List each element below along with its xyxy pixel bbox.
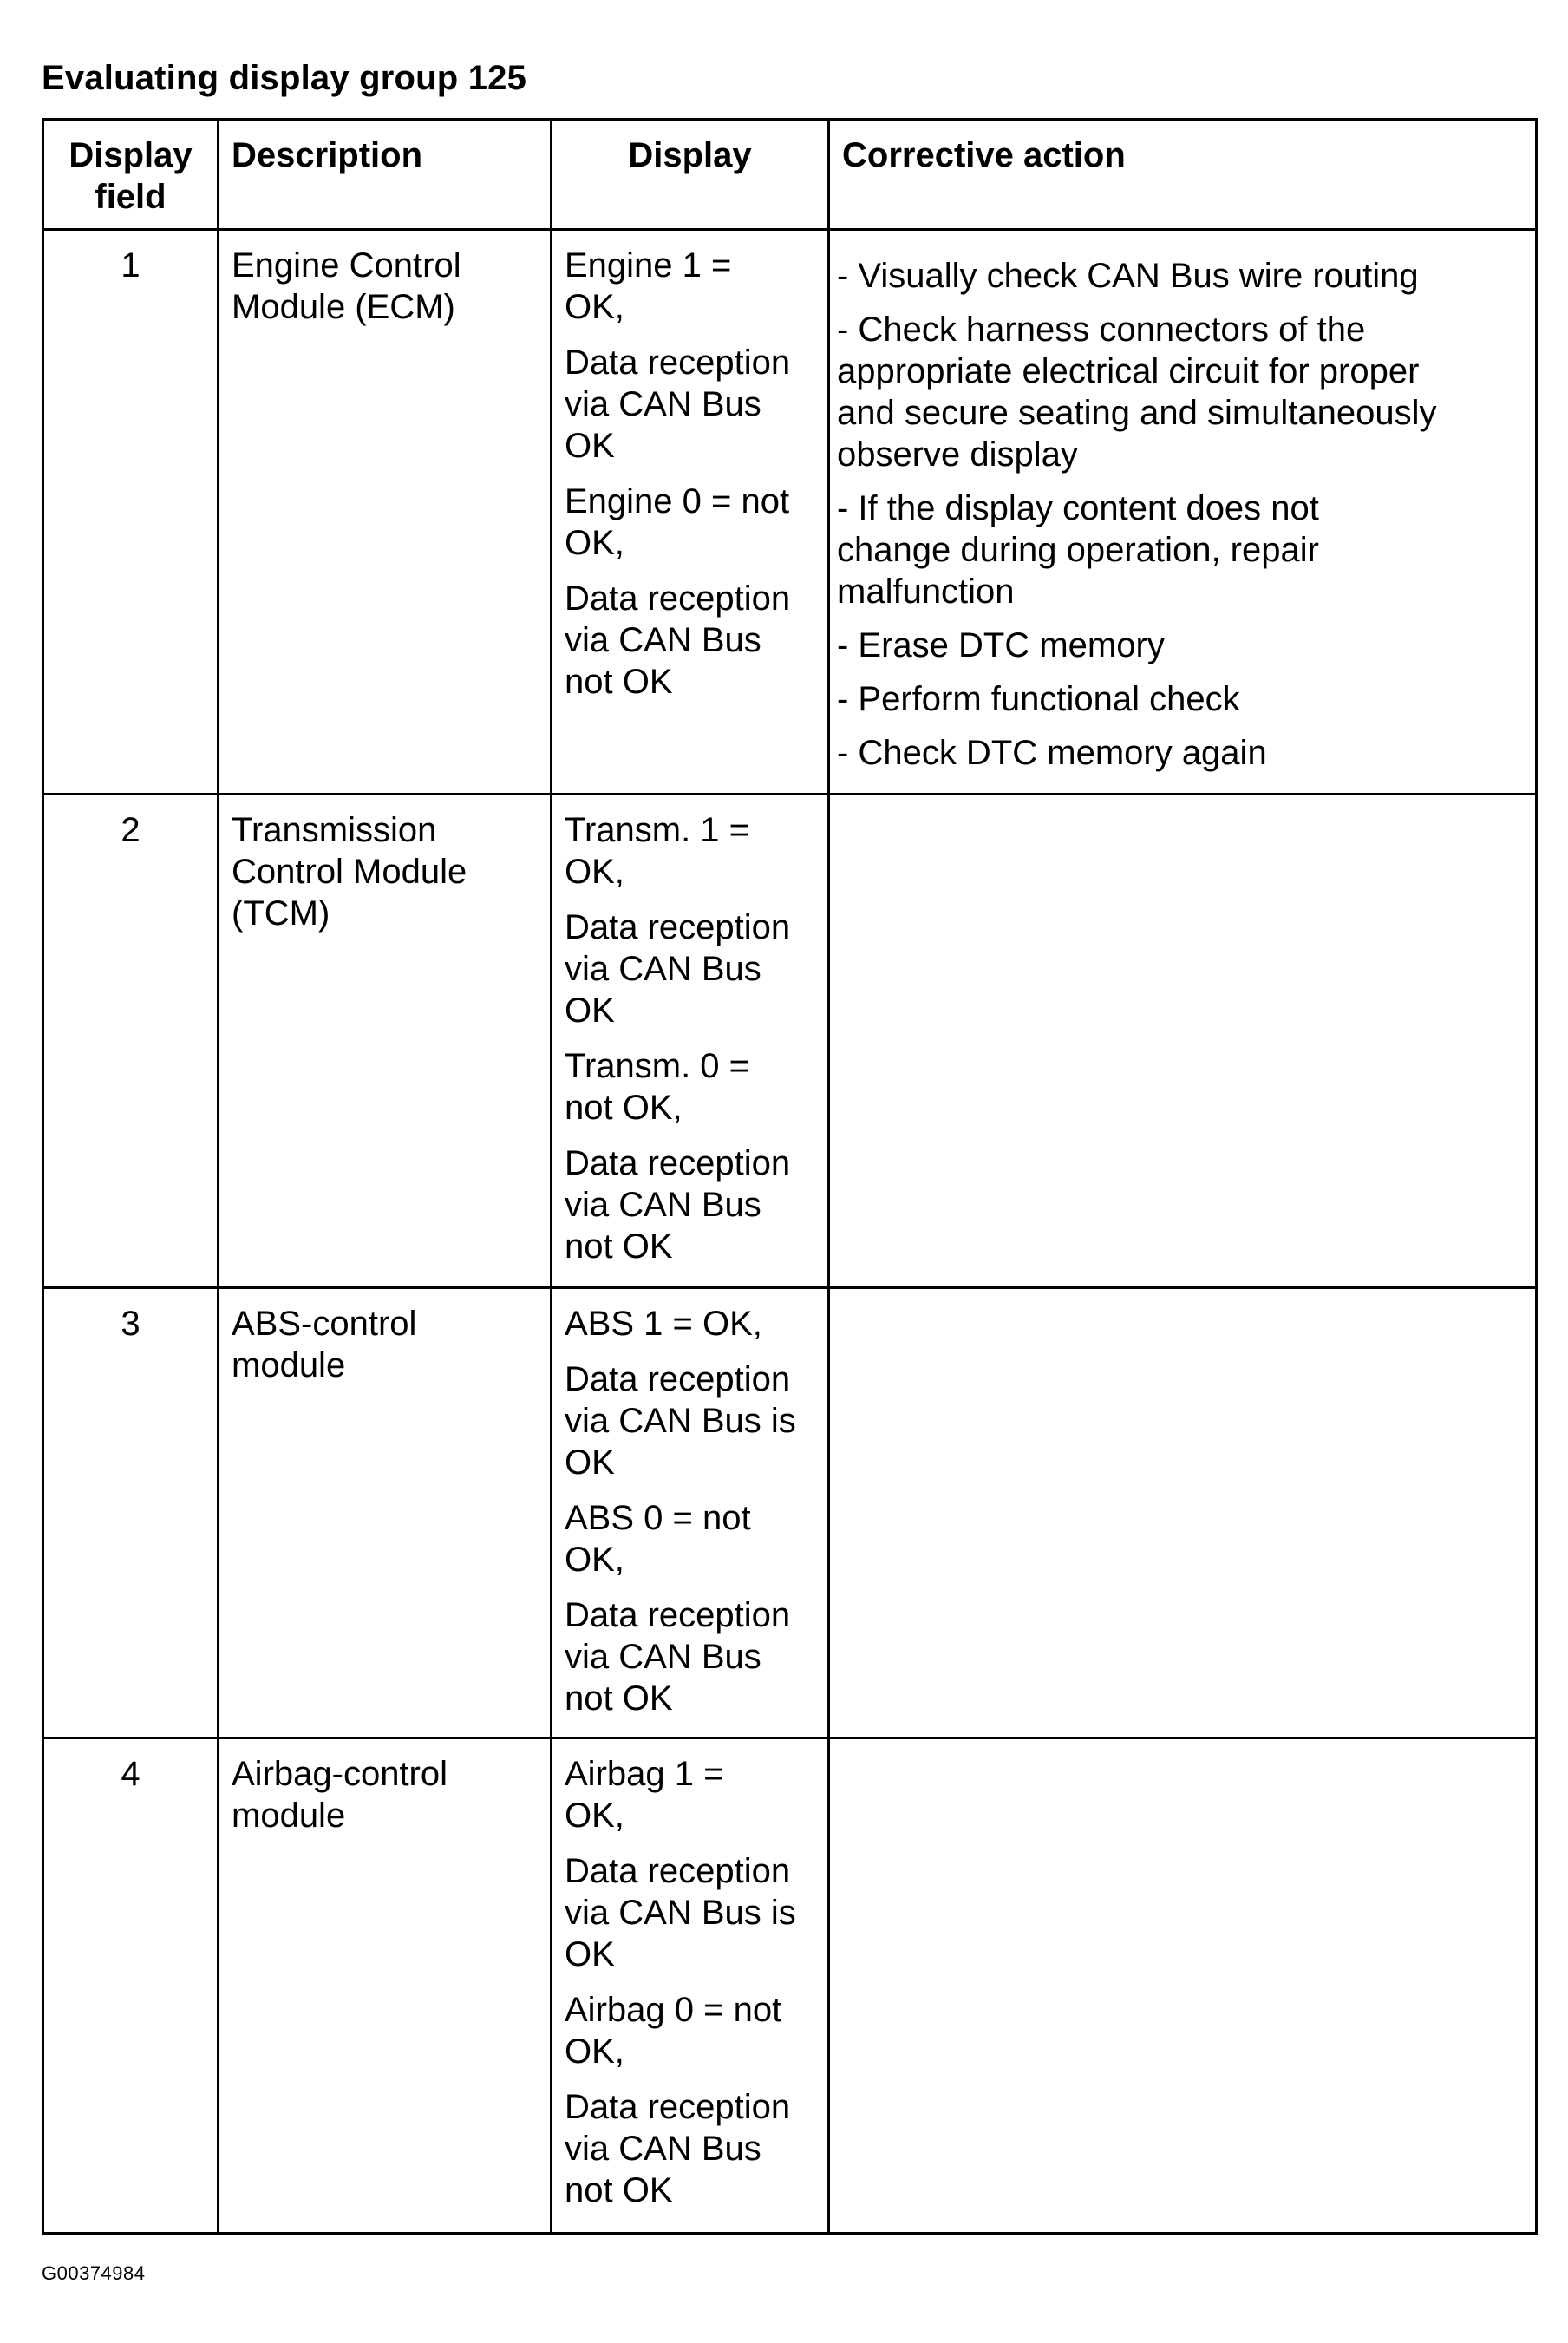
- display-field-cell: [43, 230, 219, 795]
- display-cell: [552, 795, 829, 1288]
- display-text: Engine 0 = not OK,: [565, 482, 790, 562]
- display-text: Data reception via CAN Bus OK: [565, 344, 791, 465]
- description-text: ABS-control module: [232, 1305, 417, 1384]
- display-text: Transm. 1 = OK,: [565, 811, 750, 891]
- description-cell: [219, 230, 552, 795]
- description-cell: [219, 795, 552, 1288]
- corrective-action-item: - Perform functional check: [837, 680, 1240, 718]
- display-group-table: [42, 118, 1538, 2235]
- display-text: ABS 0 = not OK,: [565, 1499, 751, 1579]
- display-cell: [552, 1288, 829, 1738]
- header-description-label: Description: [232, 136, 423, 174]
- display-text: ABS 1 = OK,: [565, 1305, 762, 1343]
- description-text: Engine Control Module (ECM): [232, 246, 461, 326]
- corrective-action-item: - If the display content does not change during operation, repair malfunction: [837, 489, 1319, 611]
- header-display-field: [43, 120, 219, 230]
- description-cell: [219, 1738, 552, 2234]
- display-field-number: 4: [121, 1755, 140, 1793]
- display-text: Transm. 0 = not OK,: [565, 1047, 750, 1127]
- figure-id: G00374984: [42, 2262, 146, 2284]
- corrective-action-cell: [829, 230, 1537, 795]
- page-title: Evaluating display group 125: [42, 59, 527, 97]
- header-description: [219, 120, 552, 230]
- display-text: Data reception via CAN Bus not OK: [565, 1596, 791, 1718]
- description-text: Transmission Control Module (TCM): [232, 811, 467, 933]
- table-header-row: [43, 120, 1537, 230]
- corrective-action-cell: [829, 1288, 1537, 1738]
- display-cell: [552, 230, 829, 795]
- corrective-action-item: - Check harness connectors of the appropriate electrical circuit for proper and secure seating and simultaneously observe display: [837, 311, 1437, 474]
- display-field-number: 2: [121, 811, 140, 849]
- display-field-number: 1: [121, 246, 140, 285]
- header-display-label: Display: [628, 136, 752, 174]
- table-row: [43, 230, 1537, 795]
- display-text: Data reception via CAN Bus is OK: [565, 1852, 796, 1973]
- display-text: Data reception via CAN Bus not OK: [565, 1144, 791, 1266]
- display-field-cell: [43, 1288, 219, 1738]
- display-text: Data reception via CAN Bus is OK: [565, 1360, 796, 1482]
- header-corrective-action: [829, 120, 1537, 230]
- corrective-action-cell: [829, 795, 1537, 1288]
- corrective-action-cell: [829, 1738, 1537, 2234]
- header-display: [552, 120, 829, 230]
- table-row: [43, 1288, 1537, 1738]
- display-cell: [552, 1738, 829, 2234]
- corrective-action-item: - Visually check CAN Bus wire routing: [837, 257, 1419, 295]
- description-cell: [219, 1288, 552, 1738]
- display-text: Airbag 1 = OK,: [565, 1755, 724, 1835]
- display-text: Data reception via CAN Bus OK: [565, 908, 791, 1030]
- display-field-number: 3: [121, 1305, 140, 1343]
- corrective-action-list: [830, 231, 1535, 774]
- table-row: [43, 1738, 1537, 2234]
- display-field-cell: [43, 1738, 219, 2234]
- header-display-field-label: Display field: [69, 136, 193, 216]
- display-text: Data reception via CAN Bus not OK: [565, 579, 791, 701]
- table-row: [43, 795, 1537, 1288]
- description-text: Airbag-control module: [232, 1755, 448, 1835]
- display-field-cell: [43, 795, 219, 1288]
- display-text: Airbag 0 = not OK,: [565, 1991, 782, 2071]
- corrective-action-item: - Check DTC memory again: [837, 734, 1267, 772]
- display-text: Engine 1 = OK,: [565, 246, 732, 326]
- corrective-action-item: - Erase DTC memory: [837, 626, 1165, 664]
- header-corrective-action-label: Corrective action: [842, 136, 1126, 174]
- display-text: Data reception via CAN Bus not OK: [565, 2088, 791, 2209]
